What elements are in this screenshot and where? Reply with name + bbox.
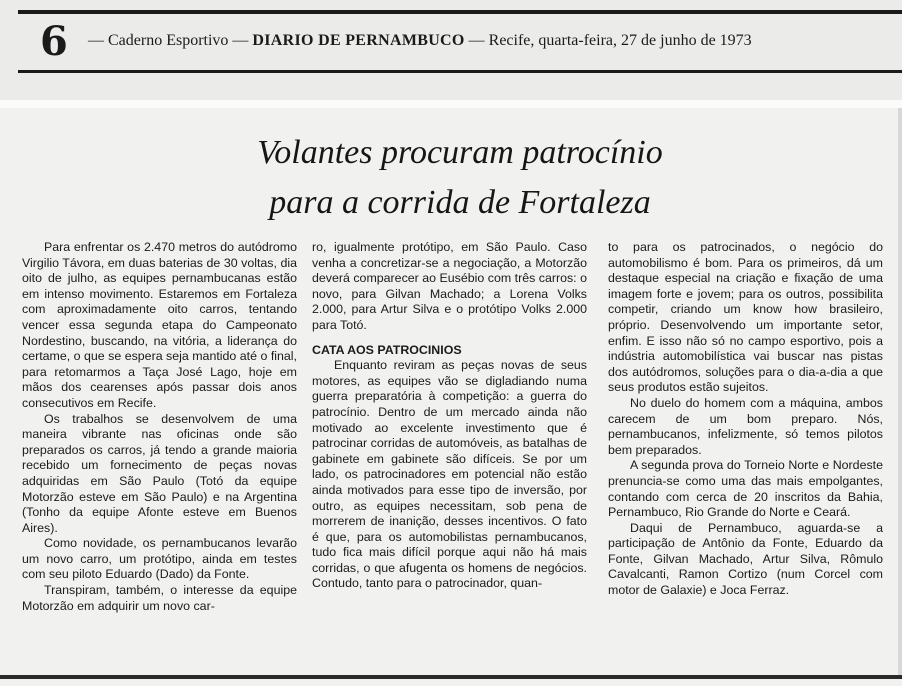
article-column-1 xyxy=(22,240,297,614)
section-name: — Caderno Esportivo — xyxy=(88,32,249,49)
paragraph: Os trabalhos se desenvolvem de uma maneira vibrante nas oficinas onde são preparados os carros, já tendo a grande maioria recebido um fornecimento de peças novas adquiridas em São Paulo (Totó da equipe Motorzão esteve em São Paulo) e na Argentina (Tonho da equipe Afonte esteve em Buenos Aires). xyxy=(22,411,297,535)
paragraph: Enquanto reviram as peças novas de seus motores, as equipes vão se digladiando numa guerra preparatória à competição: a guerra do patrocínio. Dentro de um mercado ainda não motivado ao excelente investimento que é patrocinar corridas de automóveis, as batalhas de gabinete em gabinete são difíceis. Se por um lado, os patrocinadores em potencial não estão ainda motivados para esse tipo de inversão, por outro, as equipes necessitam, sob pena de morrerem de inanição, desses incentivos. O fato é que, para os automobilistas pernambucanos, tudo fica mais difícil porque aqui não há mais corridas, o que afugenta os homens de negócios. Contudo, tanto para o patrocinador, quan- xyxy=(312,358,587,591)
masthead-line xyxy=(88,31,888,51)
paragraph: Como novidade, os pernambucanos levarão um novo carro, um protótipo, ainda em testes com seu piloto Eduardo (Dado) da Fonte. xyxy=(22,536,297,582)
paragraph: No duelo do homem com a máquina, ambos carecem de um bom preparo. Nós, pernambucanos, infelizmente, só temos pilotos bem preparados. xyxy=(608,395,883,457)
header-bottom-rule xyxy=(18,70,902,73)
headline-line-1: Volantes procuram patrocínio xyxy=(257,134,663,171)
newspaper-header xyxy=(0,0,902,100)
subheading: CATA AOS PATROCINIOS xyxy=(312,342,462,357)
paragraph: ro, igualmente protótipo, em São Paulo. Caso venha a concretizar-se a negociação, a Motorzão deverá comparecer ao Eusébio com três carros: o novo, para Gilvan Machado; a Lorena Volks 2.000, para Artur Silva e o protótipo Volks 2.000 para Totó. xyxy=(312,240,587,332)
paragraph: Daqui de Pernambuco, aguarda-se a participação de Antônio da Fonte, Eduardo da Fonte, Gilvan Machado, Artur Silva, Rômulo Cavalcanti, Ramon Cortizo (num Corcel com motor de Galaxie) e Joca Ferraz. xyxy=(608,520,883,598)
bottom-rule xyxy=(0,675,902,679)
paragraph: Transpiram, também, o interesse da equipe Motorzão em adquirir um novo car- xyxy=(22,583,297,613)
dateline: — Recife, quarta-feira, 27 de junho de 1973 xyxy=(468,32,752,49)
article-column-2 xyxy=(312,240,587,592)
headline-line-2: para a corrida de Fortaleza xyxy=(269,184,651,221)
article-headline xyxy=(170,128,750,228)
page-number: 6 xyxy=(40,18,68,65)
newspaper-name: DIARIO DE PERNAMBUCO xyxy=(252,32,465,49)
paragraph: A segunda prova do Torneio Norte e Nordeste prenuncia-se como uma das mais empolgantes, contando com cerca de 20 inscritos da Bahia, Pernambuco, Rio Grande do Norte e Ceará. xyxy=(608,458,883,520)
article-column-3 xyxy=(608,240,883,599)
paragraph: Para enfrentar os 2.470 metros do autódromo Virgilio Távora, em duas baterias de 30 voltas, dia oito de julho, as equipes pernambucanas estão em intenso movimento. Estaremos em Fortaleza com aproximadamente oito carros, tentando vencer essa segunda etapa do Campeonato Nordestino, buscando, na vitória, a liderança do certame, o que se espera seja mantido até o final, para retomarmos a Taça José Lago, hoje em mãos dos cearenses após passar dois anos consecutivos em Recife. xyxy=(22,240,297,410)
scan-gap xyxy=(0,100,902,108)
paragraph: to para os patrocinados, o negócio do automobilismo é bom. Para os primeiros, dá um destaque especial na criação e fixação de uma imagem forte e jovem; para os outros, possibilita competir, criando um know how brasileiro, próprio. Desenvolvendo um importante setor, enfim. E isso não só no campo esportivo, pois a indústria automobilística vai buscar nas pistas dos autódromos, soluções para o dia-a-dia a que seus produtos estão sujeitos. xyxy=(608,240,883,395)
header-top-rule xyxy=(18,10,902,14)
page-edge xyxy=(898,108,902,678)
